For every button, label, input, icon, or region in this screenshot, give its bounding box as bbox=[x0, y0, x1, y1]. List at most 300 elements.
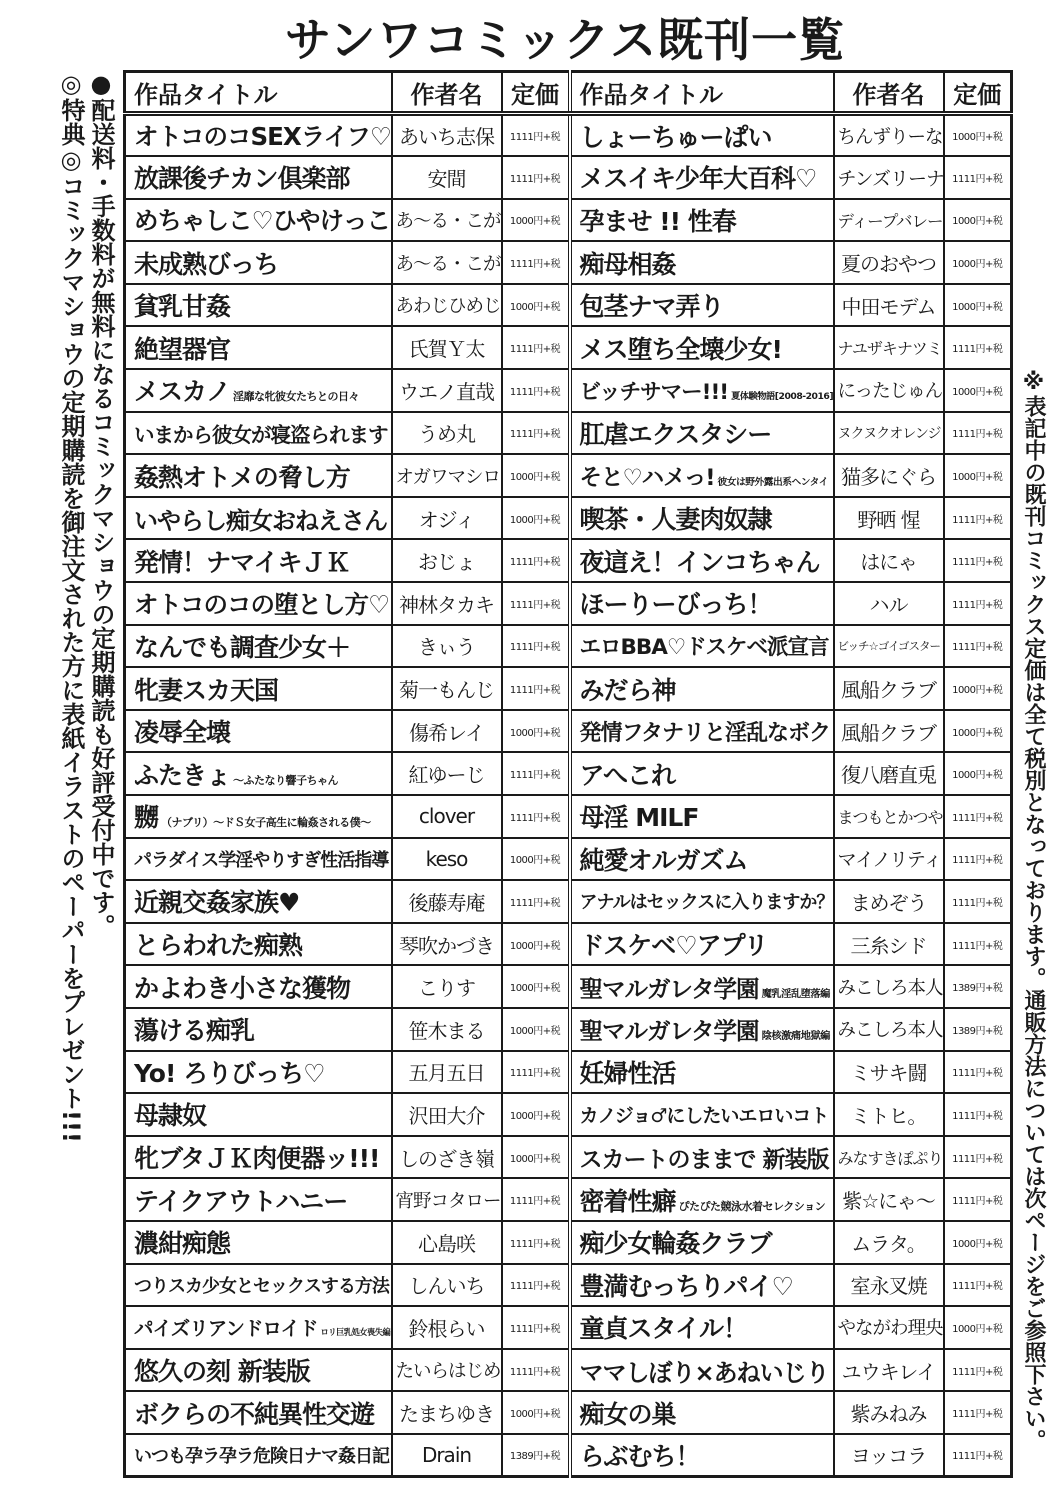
book-title-cell bbox=[125, 114, 392, 157]
book-title: 包茎ナマ弄り bbox=[579, 292, 724, 322]
author-name: まめぞう bbox=[834, 880, 944, 923]
price: 1000円+税 bbox=[944, 710, 1012, 753]
book-title: つりスカ少女とセックスする方法 bbox=[134, 1275, 389, 1297]
author-name: ナユザキナツミ bbox=[834, 326, 944, 369]
author-name: 三糸シド bbox=[834, 923, 944, 966]
table-row bbox=[125, 284, 1012, 327]
price: 1000円+税 bbox=[502, 1136, 570, 1179]
header-author: 作者名 bbox=[392, 72, 502, 114]
book-title: エロBBA♡ドスケベ派宣言 bbox=[579, 635, 829, 661]
book-title-cell bbox=[570, 1051, 834, 1094]
book-title: ふたきょ bbox=[134, 760, 231, 790]
book-title: 痴少女輪姦クラブ bbox=[579, 1229, 772, 1259]
author-name: ミサキ闘 bbox=[834, 1051, 944, 1094]
book-title-cell bbox=[570, 284, 834, 327]
table-row bbox=[125, 795, 1012, 838]
price: 1111円+税 bbox=[502, 156, 570, 199]
book-title-cell bbox=[125, 710, 392, 753]
author-name: ヌクヌクオレンジ bbox=[834, 412, 944, 455]
book-title-cell bbox=[125, 1434, 392, 1477]
book-title-cell bbox=[125, 539, 392, 582]
book-title-cell bbox=[125, 1264, 392, 1307]
book-title-cell bbox=[570, 156, 834, 199]
table-row bbox=[125, 1136, 1012, 1179]
book-title: みだら神 bbox=[579, 675, 676, 705]
book-title-cell bbox=[125, 199, 392, 242]
bonus-note: ◎特典◎コミックマショウの定期購読を御注文された方に表紙イラストのペーパーをプレゼント!!! bbox=[57, 70, 85, 1143]
table-row bbox=[125, 156, 1012, 199]
book-title-cell bbox=[125, 284, 392, 327]
book-title-cell bbox=[125, 795, 392, 838]
book-title: 蕩ける痴乳 bbox=[134, 1016, 255, 1046]
book-title-cell bbox=[125, 880, 392, 923]
book-title: 未成熟びっち bbox=[134, 249, 279, 279]
book-title-cell bbox=[125, 156, 392, 199]
book-title: らぶむち！ bbox=[579, 1441, 700, 1471]
price: 1111円+税 bbox=[502, 114, 570, 157]
header-author: 作者名 bbox=[834, 72, 944, 114]
book-title: ママしぼり×あねいじり bbox=[579, 1358, 829, 1387]
book-title: 妊婦性活 bbox=[579, 1058, 676, 1088]
author-name: 野晒 惺 bbox=[834, 497, 944, 540]
header-price: 定価 bbox=[502, 72, 570, 114]
price: 1000円+税 bbox=[944, 369, 1012, 412]
book-title-cell bbox=[570, 710, 834, 753]
author-name: オガワマシロ bbox=[392, 454, 502, 497]
book-title-cell bbox=[125, 1306, 392, 1349]
table-row bbox=[125, 667, 1012, 710]
price: 1111円+税 bbox=[944, 1093, 1012, 1136]
book-title: ビッチサマー!!! bbox=[579, 379, 729, 405]
book-subtitle: 陰核激痛地獄編 bbox=[761, 1030, 830, 1043]
book-title: 痴女の巣 bbox=[579, 1399, 676, 1429]
author-name: あわじひめじ bbox=[392, 284, 502, 327]
price: 1111円+税 bbox=[944, 582, 1012, 625]
price: 1111円+税 bbox=[944, 1264, 1012, 1307]
price: 1000円+税 bbox=[502, 1391, 570, 1434]
book-title-cell bbox=[570, 1136, 834, 1179]
price: 1000円+税 bbox=[502, 965, 570, 1008]
author-name: Drain bbox=[392, 1434, 502, 1477]
author-name: 紫☆にゃ〜 bbox=[834, 1178, 944, 1221]
price: 1111円+税 bbox=[502, 582, 570, 625]
book-title: Yo! ろりびっち♡ bbox=[134, 1058, 325, 1088]
book-title: メスカノ bbox=[134, 377, 231, 407]
table-row bbox=[125, 454, 1012, 497]
author-name: あいち志保 bbox=[392, 114, 502, 157]
catalog-table bbox=[123, 70, 1013, 1478]
book-title-cell bbox=[570, 539, 834, 582]
price: 1111円+税 bbox=[944, 412, 1012, 455]
book-title-cell bbox=[125, 1349, 392, 1392]
book-title: スカートのままで 新装版 bbox=[579, 1146, 829, 1173]
author-name: ウエノ直哉 bbox=[392, 369, 502, 412]
page-title: サンワコミックス既刊一覧 bbox=[284, 13, 846, 67]
table-row bbox=[125, 1349, 1012, 1392]
book-title: アへこれ bbox=[579, 760, 676, 790]
author-name: 氏賀Ｙ太 bbox=[392, 326, 502, 369]
book-title-cell bbox=[570, 199, 834, 242]
author-name: まつもとかつや bbox=[834, 795, 944, 838]
book-title: 濃紺痴態 bbox=[134, 1229, 231, 1259]
price: 1000円+税 bbox=[944, 667, 1012, 710]
book-title: オトコのコSEXライフ♡ bbox=[134, 122, 391, 152]
book-title-cell bbox=[125, 1051, 392, 1094]
price: 1000円+税 bbox=[502, 838, 570, 881]
book-title: いまから彼女が寝盗られます bbox=[134, 422, 388, 447]
book-title-cell bbox=[570, 497, 834, 540]
author-name: 風船クラブ bbox=[834, 667, 944, 710]
price: 1000円+税 bbox=[502, 710, 570, 753]
table-row bbox=[125, 1221, 1012, 1264]
price: 1000円+税 bbox=[944, 284, 1012, 327]
book-title: 牝ブタＪＫ肉便器ッ!!! bbox=[134, 1144, 380, 1174]
book-title-cell bbox=[125, 625, 392, 668]
book-title: アナルはセックスに入りますか？ bbox=[579, 892, 834, 914]
book-title-cell bbox=[125, 1221, 392, 1264]
price: 1111円+税 bbox=[944, 156, 1012, 199]
book-title: しょーちゅーぱい bbox=[579, 122, 772, 152]
book-title: 童貞スタイル！ bbox=[579, 1314, 748, 1344]
table-row bbox=[125, 1008, 1012, 1051]
table-row bbox=[125, 1051, 1012, 1094]
book-title: 発情！ナマイキＪＫ bbox=[134, 547, 350, 577]
book-title: 純愛オルガズム bbox=[579, 845, 748, 875]
author-name: あ〜る・こが bbox=[392, 241, 502, 284]
author-name: 神林タカキ bbox=[392, 582, 502, 625]
book-title-cell bbox=[125, 326, 392, 369]
price: 1111円+税 bbox=[502, 326, 570, 369]
book-title: 母隷奴 bbox=[134, 1101, 207, 1131]
author-name: 琴吹かづき bbox=[392, 923, 502, 966]
author-name: 五月五日 bbox=[392, 1051, 502, 1094]
book-title-cell bbox=[125, 1008, 392, 1051]
book-title: 嬲 bbox=[134, 803, 159, 833]
book-title-cell bbox=[570, 1008, 834, 1051]
book-title-cell bbox=[125, 1391, 392, 1434]
price: 1111円+税 bbox=[502, 1306, 570, 1349]
author-name: うめ丸 bbox=[392, 412, 502, 455]
book-subtitle: 〜ふたなり響子ちゃん bbox=[233, 773, 339, 787]
price: 1000円+税 bbox=[502, 1093, 570, 1136]
table-row bbox=[125, 1306, 1012, 1349]
book-title: カノジョ♂にしたいエロいコト bbox=[579, 1104, 829, 1127]
book-title: 豊満むっちりパイ♡ bbox=[579, 1271, 793, 1301]
author-name: みこしろ本人 bbox=[834, 1008, 944, 1051]
price: 1111円+税 bbox=[944, 625, 1012, 668]
author-name: しのざき嶺 bbox=[392, 1136, 502, 1179]
author-name: 心島咲 bbox=[392, 1221, 502, 1264]
price: 1000円+税 bbox=[944, 1306, 1012, 1349]
table-row bbox=[125, 1434, 1012, 1477]
price: 1111円+税 bbox=[502, 667, 570, 710]
book-title-cell bbox=[125, 454, 392, 497]
book-title-cell bbox=[570, 1178, 834, 1221]
price: 1000円+税 bbox=[944, 1221, 1012, 1264]
price: 1111円+税 bbox=[944, 1391, 1012, 1434]
author-name: ビッチ☆ゴイゴスター bbox=[834, 625, 944, 668]
book-title-cell bbox=[125, 241, 392, 284]
price: 1111円+税 bbox=[944, 1178, 1012, 1221]
book-title: 痴母相姦 bbox=[579, 249, 676, 279]
header-title: 作品タイトル bbox=[125, 72, 392, 114]
author-name: 安間 bbox=[392, 156, 502, 199]
price: 1111円+税 bbox=[944, 923, 1012, 966]
price: 1111円+税 bbox=[502, 241, 570, 284]
author-name: みこしろ本人 bbox=[834, 965, 944, 1008]
price: 1111円+税 bbox=[502, 1264, 570, 1307]
book-title: ボクらの不純異性交遊 bbox=[134, 1399, 375, 1429]
author-name: ヨッコラ bbox=[834, 1434, 944, 1477]
book-subtitle: （ナブリ）〜ドＳ女子高生に輪姦される僕〜 bbox=[161, 816, 371, 830]
book-title-cell bbox=[570, 582, 834, 625]
price: 1111円+税 bbox=[944, 880, 1012, 923]
author-name: 笹木まる bbox=[392, 1008, 502, 1051]
author-name: にったじゅん bbox=[834, 369, 944, 412]
table-row bbox=[125, 114, 1012, 157]
book-title-cell bbox=[125, 582, 392, 625]
book-title-cell bbox=[570, 454, 834, 497]
author-name: しんいち bbox=[392, 1264, 502, 1307]
price: 1389円+税 bbox=[944, 1008, 1012, 1051]
book-title: 近親交姦家族♥ bbox=[134, 888, 300, 918]
book-title-cell bbox=[570, 923, 834, 966]
author-name: 紫みねみ bbox=[834, 1391, 944, 1434]
book-title: メス堕ち全壊少女! bbox=[579, 334, 782, 364]
table-row bbox=[125, 880, 1012, 923]
price: 1000円+税 bbox=[502, 497, 570, 540]
price: 1111円+税 bbox=[502, 1221, 570, 1264]
price: 1111円+税 bbox=[502, 1349, 570, 1392]
author-name: こりす bbox=[392, 965, 502, 1008]
author-name: 宵野コタロー bbox=[392, 1178, 502, 1221]
price: 1111円+税 bbox=[502, 752, 570, 795]
price: 1111円+税 bbox=[502, 369, 570, 412]
book-title-cell bbox=[570, 880, 834, 923]
book-title-cell bbox=[125, 923, 392, 966]
table-row bbox=[125, 497, 1012, 540]
book-title: オトコのコの堕とし方♡ bbox=[134, 589, 389, 619]
book-subtitle: 魔乳淫乱堕落編 bbox=[761, 987, 830, 1000]
book-title-cell bbox=[570, 625, 834, 668]
book-title: 牝妻スカ天国 bbox=[134, 675, 279, 705]
price: 1111円+税 bbox=[944, 1434, 1012, 1477]
book-title-cell bbox=[570, 1093, 834, 1136]
book-title: そと♡ハメっ! bbox=[579, 464, 715, 491]
table-row bbox=[125, 838, 1012, 881]
price: 1111円+税 bbox=[502, 1178, 570, 1221]
author-name: 復八磨直兎 bbox=[834, 752, 944, 795]
price: 1111円+税 bbox=[944, 326, 1012, 369]
table-row bbox=[125, 582, 1012, 625]
author-name: 傷希レイ bbox=[392, 710, 502, 753]
book-title-cell bbox=[570, 1306, 834, 1349]
author-name: 紅ゆーじ bbox=[392, 752, 502, 795]
author-name: 鈴根らい bbox=[392, 1306, 502, 1349]
author-name: はにゃ bbox=[834, 539, 944, 582]
table-row bbox=[125, 241, 1012, 284]
book-title: 悠久の刻 新装版 bbox=[134, 1357, 310, 1387]
author-name: ハル bbox=[834, 582, 944, 625]
book-title-cell bbox=[125, 752, 392, 795]
book-title-cell bbox=[125, 1093, 392, 1136]
author-name: 沢田大介 bbox=[392, 1093, 502, 1136]
book-title: かよわき小さな獲物 bbox=[134, 973, 351, 1003]
author-name: ムラタ。 bbox=[834, 1221, 944, 1264]
book-title-cell bbox=[570, 369, 834, 412]
book-title: メスイキ少年大百科♡ bbox=[579, 164, 817, 194]
book-title: 放課後チカン倶楽部 bbox=[134, 164, 350, 194]
book-title: 喫茶・人妻肉奴隷 bbox=[579, 505, 772, 535]
price: 1111円+税 bbox=[944, 1051, 1012, 1094]
author-name: keso bbox=[392, 838, 502, 881]
price: 1111円+税 bbox=[944, 795, 1012, 838]
book-title-cell bbox=[570, 1391, 834, 1434]
table-row bbox=[125, 539, 1012, 582]
price: 1000円+税 bbox=[944, 454, 1012, 497]
author-name: やながわ理央 bbox=[834, 1306, 944, 1349]
book-title: 聖マルガレタ学園 bbox=[579, 974, 759, 1003]
book-title: 夜這え！インコちゃん bbox=[579, 547, 820, 577]
price: 1000円+税 bbox=[944, 241, 1012, 284]
book-title-cell bbox=[570, 667, 834, 710]
book-title-cell bbox=[125, 965, 392, 1008]
book-title: パラダイス学淫やりすぎ性活指導 bbox=[134, 849, 389, 871]
book-title-cell bbox=[570, 752, 834, 795]
author-name: あ〜る・こが bbox=[392, 199, 502, 242]
author-name: 室永叉焼 bbox=[834, 1264, 944, 1307]
book-title-cell bbox=[570, 1221, 834, 1264]
author-name: マイノリティ bbox=[834, 838, 944, 881]
book-subtitle: 淫靡な牝彼女たちとの日々 bbox=[233, 390, 360, 404]
book-title-cell bbox=[570, 965, 834, 1008]
book-title: いつも孕ラ孕ラ危険日ナマ姦日記 bbox=[134, 1445, 389, 1467]
book-title: 凌辱全壊 bbox=[134, 718, 231, 748]
book-subtitle: ぴたぴた競泳水着セレクション bbox=[678, 1199, 826, 1213]
book-title-cell bbox=[570, 326, 834, 369]
book-title: テイクアウトハニー bbox=[134, 1186, 348, 1216]
book-title: ほーりーびっち！ bbox=[579, 590, 772, 620]
shipping-note: ●配送料・手数料が無料になるコミックマショウの定期購読も好評受付中です。 bbox=[87, 70, 115, 938]
author-name: オジィ bbox=[392, 497, 502, 540]
book-title: 聖マルガレタ学園 bbox=[579, 1017, 759, 1046]
table-row bbox=[125, 1391, 1012, 1434]
table-row bbox=[125, 625, 1012, 668]
author-name: 菊一もんじ bbox=[392, 667, 502, 710]
author-name: ディープバレー bbox=[834, 199, 944, 242]
book-title-cell bbox=[570, 241, 834, 284]
header-title: 作品タイトル bbox=[570, 72, 834, 114]
price: 1000円+税 bbox=[502, 1008, 570, 1051]
author-name: 夏のおやつ bbox=[834, 241, 944, 284]
book-title-cell bbox=[125, 1136, 392, 1179]
price: 1111円+税 bbox=[502, 412, 570, 455]
price: 1000円+税 bbox=[502, 284, 570, 327]
table-row bbox=[125, 1178, 1012, 1221]
price: 1111円+税 bbox=[502, 880, 570, 923]
book-subtitle: 夏体験物語[2008-2016] bbox=[731, 390, 834, 402]
price: 1111円+税 bbox=[944, 1349, 1012, 1392]
table-row bbox=[125, 1264, 1012, 1307]
author-name: clover bbox=[392, 795, 502, 838]
book-title: いやらし痴女おねえさん bbox=[134, 506, 387, 535]
price: 1000円+税 bbox=[502, 923, 570, 966]
book-title-cell bbox=[125, 1178, 392, 1221]
price: 1389円+税 bbox=[944, 965, 1012, 1008]
author-name: 中田モデム bbox=[834, 284, 944, 327]
book-title: 密着性癖 bbox=[579, 1186, 676, 1216]
header-row bbox=[125, 72, 1012, 114]
author-name: ユウキレイ bbox=[834, 1349, 944, 1392]
book-title: 貧乳甘姦 bbox=[134, 292, 231, 322]
table-row bbox=[125, 199, 1012, 242]
author-name: 風船クラブ bbox=[834, 710, 944, 753]
book-title-cell bbox=[570, 1349, 834, 1392]
book-title-cell bbox=[125, 667, 392, 710]
price: 1000円+税 bbox=[944, 199, 1012, 242]
table-row bbox=[125, 752, 1012, 795]
book-subtitle: ロリ巨乳処女喪失編 bbox=[320, 1327, 391, 1338]
author-name: たいらはじめ bbox=[392, 1349, 502, 1392]
price: 1111円+税 bbox=[502, 539, 570, 582]
price: 1111円+税 bbox=[502, 795, 570, 838]
book-title-cell bbox=[570, 795, 834, 838]
price-note: ※表記中の既刊コミックス定価は全て税別となっております。通販方法については次ページをご参照下さい。 bbox=[1021, 370, 1046, 1451]
book-title: なんでも調査少女＋ bbox=[134, 632, 351, 662]
price: 1000円+税 bbox=[502, 199, 570, 242]
book-title-cell bbox=[125, 369, 392, 412]
table-row bbox=[125, 1093, 1012, 1136]
author-name: たまちゆき bbox=[392, 1391, 502, 1434]
table-row bbox=[125, 710, 1012, 753]
table-row bbox=[125, 369, 1012, 412]
book-title-cell bbox=[570, 838, 834, 881]
table-row bbox=[125, 965, 1012, 1008]
book-title: とらわれた痴熟 bbox=[134, 931, 303, 961]
price: 1389円+税 bbox=[502, 1434, 570, 1477]
book-title-cell bbox=[570, 1264, 834, 1307]
price: 1111円+税 bbox=[944, 838, 1012, 881]
author-name: チンズリーナ bbox=[834, 156, 944, 199]
author-name: ちんずりーな bbox=[834, 114, 944, 157]
book-title-cell bbox=[570, 114, 834, 157]
price: 1111円+税 bbox=[502, 625, 570, 668]
author-name: 後藤寿庵 bbox=[392, 880, 502, 923]
book-title: 絶望器官 bbox=[134, 334, 231, 364]
price: 1111円+税 bbox=[944, 497, 1012, 540]
book-title: 肛虐エクスタシー bbox=[579, 419, 772, 449]
price: 1000円+税 bbox=[944, 114, 1012, 157]
price: 1000円+税 bbox=[944, 752, 1012, 795]
price: 1000円+税 bbox=[502, 454, 570, 497]
book-title-cell bbox=[570, 1434, 834, 1477]
book-title-cell bbox=[570, 412, 834, 455]
price: 1111円+税 bbox=[502, 1051, 570, 1094]
book-title-cell bbox=[125, 412, 392, 455]
book-title: パイズリアンドロイド bbox=[134, 1317, 318, 1341]
book-title-cell bbox=[125, 497, 392, 540]
book-title: めちゃしこ♡ひやけっこ bbox=[134, 206, 390, 236]
author-name: おじょ bbox=[392, 539, 502, 582]
book-title-cell bbox=[125, 838, 392, 881]
table-row bbox=[125, 412, 1012, 455]
table-row bbox=[125, 923, 1012, 966]
table-row bbox=[125, 326, 1012, 369]
author-name: きぃう bbox=[392, 625, 502, 668]
book-subtitle: 彼女は野外露出系ヘンタイ bbox=[717, 476, 828, 488]
price: 1111円+税 bbox=[944, 1136, 1012, 1179]
book-title: 発情フタナリと淫乱なボク bbox=[579, 720, 830, 746]
